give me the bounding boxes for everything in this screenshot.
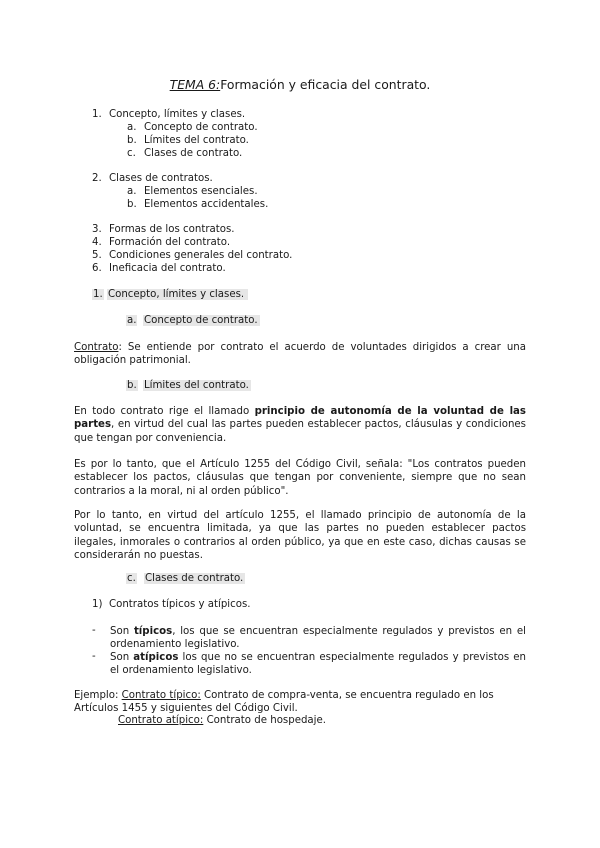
toc-item-2b: b. Elementos accidentales. — [127, 199, 269, 210]
bullet-dash: - — [92, 651, 96, 662]
toc-item-2: 2. Clases de contratos. — [92, 173, 213, 184]
ejemplo-atipico: Contrato atípico: Contrato de hospedaje. — [118, 715, 327, 726]
toc-item-3: 3. Formas de los contratos. — [92, 224, 235, 235]
subsection-heading-c: c. Clases de contrato. — [127, 573, 244, 584]
ejemplo-tipico: Ejemplo: Contrato típico: Contrato de compra-venta, se encuentra regulado en los Artículos 1455 y siguientes del Código Civil. — [74, 690, 494, 715]
toc-item-6: 6. Ineficacia del contrato. — [92, 263, 226, 274]
toc-item-1b: b. Límites del contrato. — [127, 135, 249, 146]
toc-item-4: 4. Formación del contrato. — [92, 237, 231, 248]
toc-item-1c: c. Clases de contrato. — [127, 148, 243, 159]
bullet-item-atipicos: Son atípicos los que no se encuentran especialmente regulados y previstos en el ordenamiento legislativo. — [110, 652, 526, 677]
toc-item-1a: a. Concepto de contrato. — [127, 122, 258, 133]
concepto-paragraph: Contrato: Se entiende por contrato el acuerdo de voluntades dirigidos a crear una obligación patrimonial. — [74, 342, 526, 367]
page-title — [0, 77, 600, 92]
limites-paragraph-2: Es por lo tanto, que el Artículo 1255 del Código Civil, señala: "Los contratos pueden establecer los pactos, cláusulas que tengan por conveniente, siempre que no sean contrarios a la moral, ni al orden público". — [74, 459, 526, 497]
clases-item-1: 1) Contratos típicos y atípicos. — [92, 599, 251, 610]
title-prefix: TEMA 6: — [169, 77, 221, 92]
section-heading-1: 1. Concepto, límites y clases. — [92, 289, 104, 300]
bullet-item-tipicos: Son típicos, los que se encuentran especialmente regulados y previstos en el ordenamiento legislativo. — [110, 626, 526, 651]
limites-paragraph-1: En todo contrato rige el llamado principio de autonomía de la voluntad de las partes, en virtud del cual las partes pueden establecer pactos, cláusulas y condiciones que tengan por conveniencia. — [74, 406, 526, 444]
toc-item-5: 5. Condiciones generales del contrato. — [92, 250, 293, 261]
subsection-heading-a: a. Concepto de contrato. — [127, 315, 258, 326]
subsection-heading-b: b. Límites del contrato. — [127, 380, 249, 391]
title-text: Formación y eficacia del contrato. — [220, 77, 431, 92]
bullet-dash: - — [92, 625, 96, 636]
toc-item-2a: a. Elementos esenciales. — [127, 186, 258, 197]
toc-item-1: 1. Concepto, límites y clases. — [92, 109, 246, 120]
limites-paragraph-3: Por lo tanto, en virtud del artículo 1255, el llamado principio de autonomía de la voluntad, se encuentra limitada, ya que las partes no pueden establecer pactos ilegales, inmorales o contrarios al orden público, ya que en este caso, dichas causas se considerarán no puestas. — [74, 510, 526, 561]
